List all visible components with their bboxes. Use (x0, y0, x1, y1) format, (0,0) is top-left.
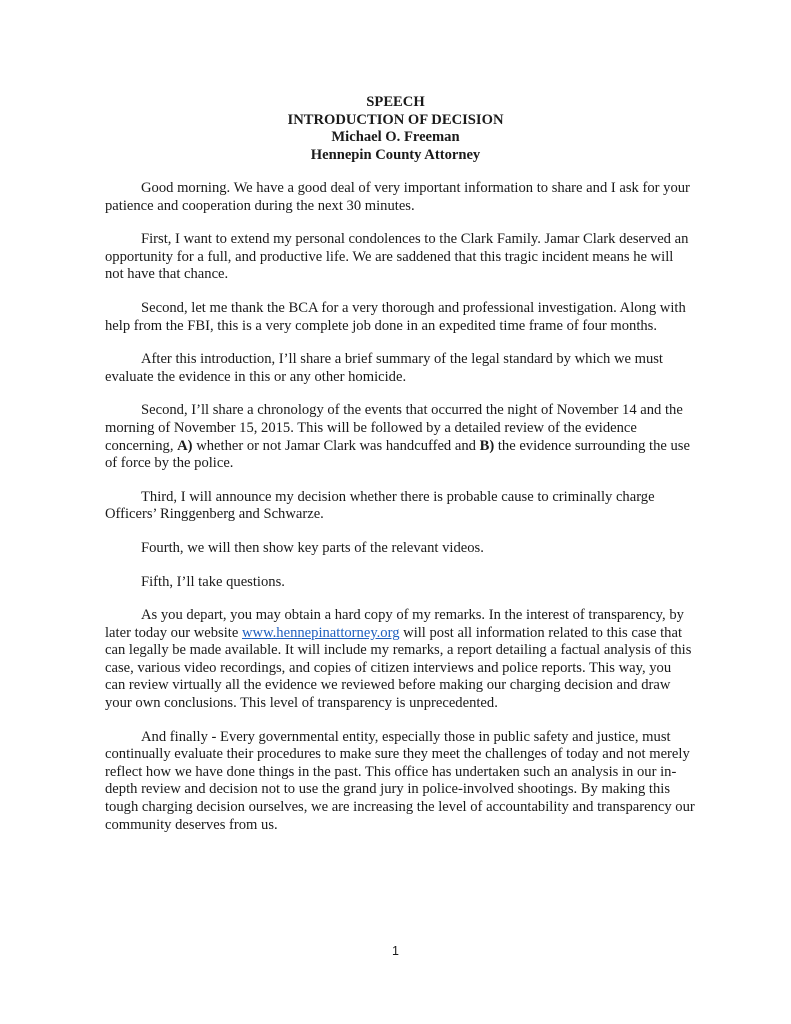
heading-author: Michael O. Freeman (331, 129, 460, 146)
chronology-text-b: whether or not Jamar Clark was handcuffed and (192, 437, 480, 454)
paragraph-opening: Good morning. We have a good deal of very important information to share and I ask for your patience and cooperation during the next 30 minutes. (105, 180, 690, 214)
heading-introduction: INTRODUCTION OF DECISION (287, 111, 504, 128)
transparency-text-a: As you depart, you may obtain a hard copy of my remarks. In the interest of transparency, by later today our website (105, 607, 684, 641)
paragraph-questions: Fifth, I’ll take questions. (141, 573, 285, 590)
paragraph-decision: Third, I will announce my decision whether there is probable cause to criminally charge Officers’ Ringgenberg and Schwarze. (105, 488, 655, 523)
paragraph-legal-standard: After this introduction, I’ll share a brief summary of the legal standard by which we must evaluate the evidence in this or any other homicide. (105, 351, 663, 385)
heading-author-title: Hennepin County Attorney (310, 146, 481, 163)
transparency-text-b: will post all information related to this case that can legally be made available. It will include my remarks, a report detailing a factual analysis of this case, various video recordings, and copies of citizen interviews and police reports. This way, you can review virtually all the evidence we reviewed before making our charging decision and draw your own conclusions. This level of transparency is unprecedented. (105, 624, 692, 712)
paragraph-thanks-bca: Second, let me thank the BCA for a very thorough and professional investigation. Along with help from the FBI, this is a very complete job done in an expedited time frame of four months. (105, 299, 686, 334)
chronology-label-b: B) (479, 437, 495, 454)
website-link[interactable]: www.hennepinattorney.org (241, 624, 400, 641)
speech-heading (0, 94, 791, 164)
paragraph-transparency (105, 607, 695, 713)
paragraph-videos: Fourth, we will then show key parts of the relevant videos. (141, 539, 484, 556)
speech-body (105, 180, 695, 850)
paragraph-closing: And finally - Every governmental entity, especially those in public safety and justice, must continually evaluate their procedures to make sure they meet the challenges of today and not merely reflect how we have done things in the past. This office has undertaken such an analysis in our in-depth review and decision not to use the grand jury in police-involved shootings. By making this tough charging decision ourselves, we are increasing the level of accountability and transparency our community deserves from us. (105, 728, 695, 833)
heading-speech: SPEECH (366, 94, 425, 110)
chronology-text-a: Second, I’ll share a chronology of the events that occurred the night of November 14 and the morning of November 15, 2015. This will be followed by a detailed review of the evidence concerning, (105, 402, 683, 454)
page-number: 1 (392, 944, 399, 958)
chronology-text-c: the evidence surrounding the use of force by the police. (105, 437, 690, 472)
paragraph-chronology (105, 402, 695, 472)
paragraph-condolences: First, I want to extend my personal condolences to the Clark Family. Jamar Clark deserved an opportunity for a full, and productive life. We are saddened that this tragic incident means he will not have that chance. (105, 231, 689, 283)
chronology-label-a: A) (177, 437, 193, 454)
